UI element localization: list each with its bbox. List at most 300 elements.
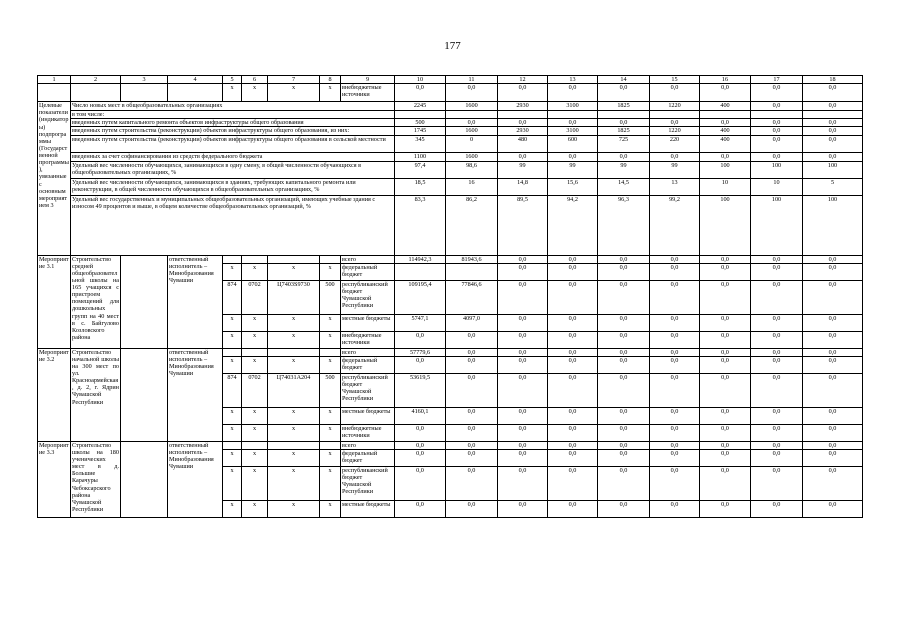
table-cell — [38, 84, 71, 102]
value-cell: 98,6 — [446, 161, 498, 178]
value-cell: 2245 — [395, 102, 446, 111]
value-cell: 0,0 — [751, 348, 803, 356]
value-cell: 0,0 — [498, 373, 548, 407]
code-cell — [242, 348, 268, 356]
activity-title: Строительство школы на 180 ученических мест в д. Большие Карачуры Чебоксарского района Чувашской Республики — [71, 441, 121, 517]
value-cell: 15,6 — [548, 178, 598, 195]
value-cell: 500 — [395, 119, 446, 127]
code-cell: x — [223, 84, 242, 102]
indicator-row — [38, 135, 863, 152]
value-cell: 86,2 — [446, 195, 498, 255]
value-cell: 0,0 — [598, 331, 650, 348]
value-cell: 0,0 — [548, 356, 598, 373]
column-number: 6 — [242, 76, 268, 84]
value-cell: 0,0 — [498, 314, 548, 331]
value-cell: 0,0 — [548, 348, 598, 356]
value-cell: 0,0 — [803, 500, 863, 517]
value-cell: 0,0 — [803, 441, 863, 449]
code-cell: 500 — [320, 280, 341, 314]
value-cell: 0,0 — [700, 84, 751, 102]
value-cell: 0,0 — [598, 424, 650, 441]
value-cell: 1100 — [395, 152, 446, 161]
value-cell: 0,0 — [650, 119, 700, 127]
value-cell — [446, 263, 498, 280]
value-cell: 0,0 — [700, 331, 751, 348]
value-cell: 0,0 — [650, 441, 700, 449]
activity-label: Мероприятие 3.1 — [38, 255, 71, 348]
value-cell: 0,0 — [650, 407, 700, 424]
code-cell: x — [223, 466, 242, 500]
value-cell: 0,0 — [548, 331, 598, 348]
value-cell: 1600 — [446, 102, 498, 111]
value-cell: 0,0 — [598, 466, 650, 500]
value-cell: 0,0 — [751, 449, 803, 466]
value-cell: 0,0 — [446, 356, 498, 373]
value-cell: 0,0 — [446, 373, 498, 407]
value-cell: 0,0 — [446, 84, 498, 102]
value-cell: 0,0 — [751, 356, 803, 373]
value-cell: 0,0 — [803, 373, 863, 407]
column-number: 16 — [700, 76, 751, 84]
value-cell: 0,0 — [446, 441, 498, 449]
activity-row — [38, 441, 863, 449]
value-cell: 1825 — [598, 127, 650, 135]
value-cell: 0,0 — [650, 84, 700, 102]
value-cell: 1600 — [446, 152, 498, 161]
value-cell: 0,0 — [446, 348, 498, 356]
value-cell: 0,0 — [498, 441, 548, 449]
code-cell: x — [223, 331, 242, 348]
value-cell: 4097,0 — [446, 314, 498, 331]
value-cell: 100 — [700, 161, 751, 178]
code-cell: x — [320, 356, 341, 373]
code-cell: x — [320, 84, 341, 102]
table-cell — [71, 84, 121, 102]
code-cell: x — [268, 263, 320, 280]
code-cell: 874 — [223, 373, 242, 407]
value-cell: 0,0 — [751, 441, 803, 449]
value-cell — [650, 111, 700, 119]
continuation-row — [38, 84, 863, 102]
code-cell: x — [242, 500, 268, 517]
code-cell: x — [268, 356, 320, 373]
value-cell: 0,0 — [700, 263, 751, 280]
activity-row — [38, 255, 863, 263]
value-cell: 0,0 — [446, 331, 498, 348]
code-cell: x — [268, 407, 320, 424]
header-row — [38, 76, 863, 84]
value-cell: 99 — [598, 161, 650, 178]
value-cell: 100 — [751, 195, 803, 255]
value-cell — [803, 111, 863, 119]
value-cell: 0,0 — [598, 152, 650, 161]
value-cell: 0,0 — [650, 280, 700, 314]
value-cell: 14,5 — [598, 178, 650, 195]
code-cell: x — [223, 407, 242, 424]
value-cell: 0,0 — [548, 424, 598, 441]
activity-label: Мероприятие 3.3 — [38, 441, 71, 517]
value-cell: 0,0 — [751, 127, 803, 135]
value-cell: 0,0 — [498, 152, 548, 161]
value-cell: 2930 — [498, 127, 548, 135]
code-cell: x — [268, 449, 320, 466]
value-cell: 0,0 — [395, 331, 446, 348]
value-cell: 0,0 — [650, 263, 700, 280]
code-cell: x — [223, 314, 242, 331]
source-cell: республиканский бюджет Чувашской Республики — [341, 373, 395, 407]
code-cell: x — [223, 449, 242, 466]
value-cell — [446, 111, 498, 119]
empty-cell — [121, 348, 168, 441]
code-cell: 0702 — [242, 280, 268, 314]
value-cell: 0,0 — [803, 348, 863, 356]
value-cell: 0,0 — [548, 407, 598, 424]
value-cell: 5747,1 — [395, 314, 446, 331]
value-cell: 0,0 — [498, 331, 548, 348]
column-number: 14 — [598, 76, 650, 84]
code-cell: x — [320, 407, 341, 424]
responsible-cell: ответственный исполнитель – Минобразования Чувашии — [168, 255, 223, 348]
column-number: 2 — [71, 76, 121, 84]
value-cell: 0,0 — [650, 255, 700, 263]
value-cell: 0,0 — [751, 84, 803, 102]
code-cell: x — [242, 407, 268, 424]
code-cell: x — [242, 424, 268, 441]
value-cell: 0,0 — [395, 500, 446, 517]
value-cell: 0,0 — [650, 466, 700, 500]
value-cell — [395, 111, 446, 119]
value-cell: 4160,1 — [395, 407, 446, 424]
value-cell: 0,0 — [598, 255, 650, 263]
code-cell: 500 — [320, 373, 341, 407]
value-cell: 0,0 — [650, 331, 700, 348]
code-cell: x — [320, 314, 341, 331]
indicator-row — [38, 111, 863, 119]
value-cell: 0,0 — [803, 466, 863, 500]
code-cell: x — [223, 356, 242, 373]
indicator-label: Удельный вес численности обучающихся, занимающихся в одну смену, в общей численности обучающихся в общеобразовательных организациях, % — [71, 161, 395, 178]
value-cell: 1600 — [446, 127, 498, 135]
value-cell: 1745 — [395, 127, 446, 135]
value-cell: 0,0 — [803, 119, 863, 127]
indicator-row — [38, 102, 863, 111]
code-cell: 0702 — [242, 373, 268, 407]
column-number: 18 — [803, 76, 863, 84]
value-cell: 0,0 — [598, 500, 650, 517]
value-cell: 94,2 — [548, 195, 598, 255]
value-cell: 0,0 — [548, 314, 598, 331]
value-cell: 0,0 — [650, 373, 700, 407]
code-cell: x — [320, 331, 341, 348]
value-cell: 3100 — [548, 127, 598, 135]
value-cell: 0,0 — [751, 500, 803, 517]
value-cell: 0,0 — [498, 84, 548, 102]
column-number: 4 — [168, 76, 223, 84]
source-cell: внебюджетные источники — [341, 84, 395, 102]
indicator-row — [38, 178, 863, 195]
value-cell: 0,0 — [395, 466, 446, 500]
program-table — [37, 75, 863, 518]
value-cell: 0,0 — [498, 424, 548, 441]
column-number: 15 — [650, 76, 700, 84]
indicator-label: Удельный вес численности обучающихся, занимающихся в зданиях, требующих капитального ремонта или реконструкции, в общей численности обучающихся в общеобразовательных организациях, % — [71, 178, 395, 195]
column-number: 3 — [121, 76, 168, 84]
value-cell: 99 — [498, 161, 548, 178]
value-cell: 0,0 — [650, 449, 700, 466]
value-cell: 0,0 — [650, 314, 700, 331]
column-number: 9 — [341, 76, 395, 84]
value-cell: 600 — [548, 135, 598, 152]
source-cell: местные бюджеты — [341, 500, 395, 517]
source-cell: местные бюджеты — [341, 407, 395, 424]
indicator-label: введенных путем строительства (реконструкции) объектов инфраструктуры общего образования в сельской местности — [71, 135, 395, 152]
code-cell — [320, 255, 341, 263]
value-cell: 0,0 — [548, 500, 598, 517]
indicator-label: введенных путем капитального ремонта объектов инфраструктуры общего образования — [71, 119, 395, 127]
value-cell: 0,0 — [498, 280, 548, 314]
value-cell: 114942,3 — [395, 255, 446, 263]
indicator-row — [38, 195, 863, 255]
table-cell — [168, 84, 223, 102]
code-cell — [268, 441, 320, 449]
indicator-label: введенных за счет софинансирования из средств федерального бюджета — [71, 152, 395, 161]
value-cell — [751, 111, 803, 119]
activity-label: Мероприятие 3.2 — [38, 348, 71, 441]
value-cell: 3100 — [548, 102, 598, 111]
code-cell: x — [242, 331, 268, 348]
value-cell: 0,0 — [803, 255, 863, 263]
value-cell — [548, 111, 598, 119]
value-cell: 0,0 — [751, 280, 803, 314]
value-cell: 0,0 — [446, 449, 498, 466]
indicator-row — [38, 127, 863, 135]
value-cell: 0,0 — [700, 407, 751, 424]
source-cell: федеральный бюджет — [341, 263, 395, 280]
value-cell: 0,0 — [498, 263, 548, 280]
value-cell: 99,2 — [650, 195, 700, 255]
code-cell: x — [320, 466, 341, 500]
value-cell: 0,0 — [650, 356, 700, 373]
code-cell — [242, 255, 268, 263]
source-cell: республиканский бюджет Чувашской Республики — [341, 280, 395, 314]
code-cell: x — [268, 314, 320, 331]
value-cell: 18,5 — [395, 178, 446, 195]
activity-title: Строительство начальной школы на 300 мест по ул. Красноармейская, д. 2, г. Ядрин Чувашской Республики — [71, 348, 121, 441]
value-cell — [498, 111, 548, 119]
value-cell: 0,0 — [700, 424, 751, 441]
value-cell: 0,0 — [598, 84, 650, 102]
indicator-label: введенных путем строительства (реконструкции) объектов инфраструктуры общего образования, из них: — [71, 127, 395, 135]
code-cell: x — [268, 424, 320, 441]
value-cell: 0,0 — [803, 280, 863, 314]
value-cell: 0,0 — [498, 449, 548, 466]
value-cell: 0,0 — [446, 424, 498, 441]
value-cell: 0,0 — [803, 127, 863, 135]
value-cell: 0,0 — [446, 500, 498, 517]
code-cell — [320, 441, 341, 449]
value-cell: 99 — [650, 161, 700, 178]
value-cell: 0,0 — [803, 263, 863, 280]
source-cell: всего — [341, 348, 395, 356]
value-cell: 0,0 — [803, 449, 863, 466]
value-cell: 0,0 — [700, 373, 751, 407]
code-cell: x — [268, 331, 320, 348]
code-cell: x — [320, 263, 341, 280]
value-cell: 0,0 — [803, 84, 863, 102]
value-cell: 0,0 — [700, 255, 751, 263]
code-cell: x — [320, 449, 341, 466]
value-cell: 0,0 — [700, 119, 751, 127]
value-cell: 81943,6 — [446, 255, 498, 263]
code-cell: x — [223, 500, 242, 517]
code-cell: x — [223, 424, 242, 441]
value-cell: 0,0 — [751, 407, 803, 424]
value-cell: 0,0 — [598, 441, 650, 449]
indicator-label: Число новых мест в общеобразовательных организациях — [71, 102, 395, 111]
indicator-label: в том числе: — [71, 111, 395, 119]
value-cell: 96,3 — [598, 195, 650, 255]
value-cell: 0,0 — [598, 348, 650, 356]
value-cell: 5 — [803, 178, 863, 195]
value-cell — [598, 111, 650, 119]
value-cell: 0,0 — [751, 466, 803, 500]
value-cell: 99 — [548, 161, 598, 178]
value-cell: 0,0 — [395, 424, 446, 441]
value-cell: 400 — [700, 135, 751, 152]
code-cell — [242, 441, 268, 449]
empty-cell — [121, 441, 168, 517]
value-cell: 10 — [700, 178, 751, 195]
value-cell: 0,0 — [803, 102, 863, 111]
value-cell: 0,0 — [803, 331, 863, 348]
code-cell: 874 — [223, 280, 242, 314]
value-cell: 0,0 — [751, 119, 803, 127]
code-cell: x — [268, 466, 320, 500]
source-cell: федеральный бюджет — [341, 356, 395, 373]
column-number: 17 — [751, 76, 803, 84]
value-cell: 0,0 — [700, 356, 751, 373]
column-number: 1 — [38, 76, 71, 84]
activity-title: Строительство средней общеобразовательной школы на 165 учащихся с пристроем помещений для дошкольных групп на 40 мест в с. Байгулово Козловского района — [71, 255, 121, 348]
column-number: 7 — [268, 76, 320, 84]
value-cell: 0,0 — [548, 263, 598, 280]
value-cell: 400 — [700, 127, 751, 135]
value-cell: 400 — [700, 102, 751, 111]
responsible-cell: ответственный исполнитель – Минобразования Чувашии — [168, 441, 223, 517]
code-cell: x — [268, 84, 320, 102]
value-cell: 0,0 — [598, 373, 650, 407]
code-cell: x — [320, 424, 341, 441]
code-cell: x — [223, 263, 242, 280]
page-number: 177 — [444, 40, 461, 52]
value-cell: 14,8 — [498, 178, 548, 195]
value-cell: 97,4 — [395, 161, 446, 178]
code-cell: x — [242, 84, 268, 102]
value-cell: 100 — [751, 161, 803, 178]
code-cell: x — [242, 263, 268, 280]
source-cell: местные бюджеты — [341, 314, 395, 331]
value-cell: 0,0 — [700, 152, 751, 161]
value-cell: 0,0 — [395, 449, 446, 466]
value-cell: 345 — [395, 135, 446, 152]
code-cell: x — [242, 356, 268, 373]
value-cell: 1220 — [650, 102, 700, 111]
value-cell — [395, 263, 446, 280]
indicator-row — [38, 152, 863, 161]
value-cell: 0,0 — [498, 356, 548, 373]
table-cell — [121, 84, 168, 102]
code-cell — [268, 255, 320, 263]
source-cell: всего — [341, 441, 395, 449]
value-cell: 57779,6 — [395, 348, 446, 356]
value-cell: 0,0 — [751, 102, 803, 111]
value-cell: 0,0 — [751, 255, 803, 263]
table-body — [38, 76, 863, 518]
value-cell: 0,0 — [498, 466, 548, 500]
column-number: 5 — [223, 76, 242, 84]
value-cell: 0,0 — [751, 331, 803, 348]
source-cell: внебюджетные источники — [341, 331, 395, 348]
code-cell: x — [242, 449, 268, 466]
source-cell: внебюджетные источники — [341, 424, 395, 441]
value-cell: 725 — [598, 135, 650, 152]
value-cell: 0,0 — [700, 280, 751, 314]
code-cell — [268, 348, 320, 356]
value-cell: 0,0 — [548, 255, 598, 263]
source-cell: всего — [341, 255, 395, 263]
value-cell: 0,0 — [803, 356, 863, 373]
value-cell: 0,0 — [598, 449, 650, 466]
value-cell: 0,0 — [548, 119, 598, 127]
source-cell: республиканский бюджет Чувашской Республики — [341, 466, 395, 500]
empty-cell — [121, 255, 168, 348]
code-cell: x — [242, 466, 268, 500]
code-cell: x — [242, 314, 268, 331]
value-cell: 0,0 — [548, 373, 598, 407]
value-cell: 0,0 — [751, 263, 803, 280]
value-cell: 0 — [446, 135, 498, 152]
column-number: 10 — [395, 76, 446, 84]
value-cell: 0,0 — [446, 407, 498, 424]
value-cell: 0,0 — [650, 152, 700, 161]
value-cell: 480 — [498, 135, 548, 152]
value-cell: 0,0 — [598, 280, 650, 314]
value-cell: 0,0 — [751, 373, 803, 407]
value-cell: 53619,5 — [395, 373, 446, 407]
value-cell: 0,0 — [446, 466, 498, 500]
value-cell: 0,0 — [598, 356, 650, 373]
value-cell: 0,0 — [498, 348, 548, 356]
value-cell: 0,0 — [751, 152, 803, 161]
value-cell: 13 — [650, 178, 700, 195]
code-cell: x — [320, 500, 341, 517]
value-cell: 89,5 — [498, 195, 548, 255]
target-indicators-label: Целевые показатели (индикаторы) подпрограммы (Государственной программы), увязанные с основным мероприятием 3 — [38, 102, 71, 255]
value-cell: 0,0 — [498, 407, 548, 424]
value-cell: 0,0 — [548, 466, 598, 500]
value-cell: 16 — [446, 178, 498, 195]
value-cell: 0,0 — [395, 441, 446, 449]
value-cell: 0,0 — [598, 263, 650, 280]
indicator-label: Удельный вес государственных и муниципальных общеобразовательных организаций, имеющих учебные здания с износом 49 процентов и выше, в общем количестве общеобразовательных организаций, % — [71, 195, 395, 255]
value-cell: 0,0 — [700, 466, 751, 500]
value-cell: 0,0 — [700, 441, 751, 449]
value-cell: 0,0 — [498, 119, 548, 127]
value-cell: 0,0 — [700, 500, 751, 517]
value-cell: 0,0 — [598, 314, 650, 331]
value-cell: 0,0 — [395, 356, 446, 373]
value-cell: 0,0 — [446, 119, 498, 127]
